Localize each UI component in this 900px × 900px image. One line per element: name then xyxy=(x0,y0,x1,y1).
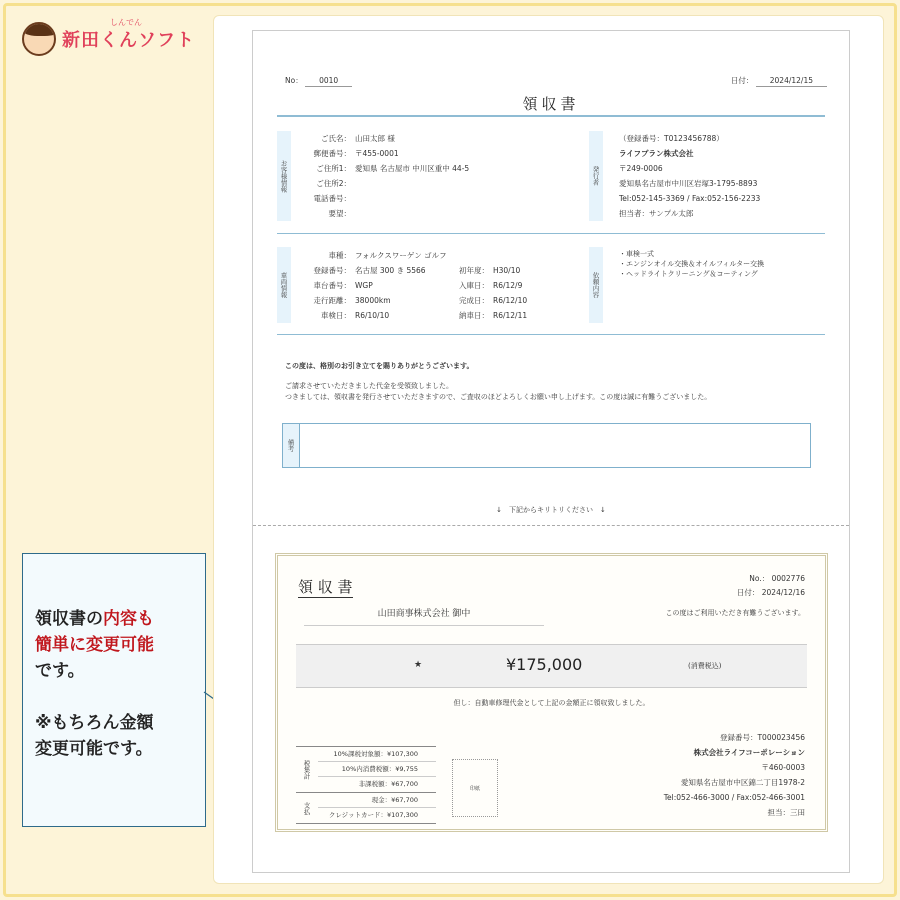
customer-row xyxy=(289,146,469,161)
slip-date: 2024/12/16 xyxy=(761,588,805,597)
slip-issuer-line: 担当：三田 xyxy=(767,808,805,817)
field-label: 登録番号： xyxy=(313,266,351,275)
field-label: 初年度： xyxy=(459,266,489,275)
tax-row: 非課税額：¥67,700 xyxy=(358,780,418,788)
field-label: 電話番号： xyxy=(313,194,351,203)
issuer-line: （登録番号：T0123456788） xyxy=(619,134,724,143)
vehicle-date-row xyxy=(443,278,527,293)
field-label: ご住所2： xyxy=(316,179,351,188)
proviso: 但し：自動車修理代金として上記の金額正に領収致しました。 xyxy=(453,699,650,707)
customer-tag: お客様情報 xyxy=(277,131,291,221)
vehicle-dates xyxy=(443,263,527,323)
vehicle-row xyxy=(289,308,447,323)
addressee: 山田商事株式会社 御中 xyxy=(304,606,544,626)
field-value: WGP xyxy=(355,281,373,290)
slip-issuer xyxy=(664,730,805,820)
remarks-tag: 備考 xyxy=(283,424,300,467)
field-value: R6/12/9 xyxy=(493,281,523,290)
issuer-line: 〒249-0006 xyxy=(619,164,663,173)
slip-meta: No.： 0002776 日付： 2024/12/16 xyxy=(736,574,805,597)
logo-text: 新田くんソフト xyxy=(62,30,195,51)
field-value: R6/12/10 xyxy=(493,296,528,305)
field-label: 要望： xyxy=(328,209,351,218)
remarks-field[interactable] xyxy=(282,423,811,468)
slip-title: 領 収 書 xyxy=(298,578,353,596)
vehicle-row xyxy=(289,278,447,293)
field-label: 納車日： xyxy=(459,311,489,320)
vehicle-row xyxy=(289,293,447,308)
slip-issuer-line: 愛知県名古屋市中区錦二丁目1978-2 xyxy=(680,778,805,787)
customer-row xyxy=(289,176,469,191)
payment-row: 現金：¥67,700 xyxy=(318,793,436,808)
issuer-tag: 発行者 xyxy=(589,131,603,221)
callout-highlight: 内容も xyxy=(103,609,154,629)
request-item: ・エンジンオイル交換＆オイルフィルター交換 xyxy=(619,260,765,268)
tax-row: 10%課税対象額：¥107,300 xyxy=(318,747,436,762)
customer-row xyxy=(289,191,469,206)
field-value: 〒455-0001 xyxy=(355,149,399,158)
request-tag: 依頼内容 xyxy=(589,247,603,323)
tax-included-note: (消費税込) xyxy=(688,662,722,670)
callout-text: ※もちろん金額 xyxy=(35,713,154,733)
field-label: ご氏名： xyxy=(321,134,351,143)
callout-text: 領収書の xyxy=(35,609,103,629)
request-item: ・車検一式 xyxy=(619,250,654,258)
tax-group-label: 税集計 xyxy=(302,759,311,780)
issuer-line: 担当者：サンプル太郎 xyxy=(619,209,694,218)
vehicle-date-row xyxy=(443,308,527,323)
logo-ruby: しんでん xyxy=(110,18,142,27)
field-label: 車台番号： xyxy=(313,281,351,290)
revenue-stamp-box: 印紙 xyxy=(452,759,498,817)
divider xyxy=(277,233,825,234)
field-label: 車検日： xyxy=(321,311,351,320)
brand-logo[interactable] xyxy=(22,18,195,56)
slip-no: 0002776 xyxy=(771,574,805,583)
vehicle-date-row xyxy=(443,263,527,278)
mascot-face-icon xyxy=(22,22,56,56)
field-value: H30/10 xyxy=(493,266,521,275)
slip-issuer-line: 株式会社ライフコーポレーション xyxy=(693,748,805,757)
field-label: 入庫日： xyxy=(459,281,489,290)
tax-summary-table xyxy=(296,746,436,824)
slip-issuer-line: Tel:052-466-3000 / Fax:052-466-3001 xyxy=(663,793,805,802)
vehicle-row xyxy=(289,263,447,278)
callout-text: 変更可能です。 xyxy=(35,739,153,759)
field-value: フォルクスワーゲン ゴルフ xyxy=(355,251,447,260)
vehicle-info xyxy=(289,248,447,323)
receipt-title: 領収書 xyxy=(522,95,580,113)
issuer-line: 愛知県名古屋市中川区岩塚3-1795-8893 xyxy=(619,179,758,188)
thanks-message: この度は、格別のお引き立てを賜りありがとうございます。 xyxy=(285,362,474,370)
field-value: R6/12/11 xyxy=(493,311,528,320)
field-value: 山田太郎 様 xyxy=(355,134,395,143)
customer-info xyxy=(289,131,469,221)
field-value: 38000km xyxy=(355,296,391,305)
divider xyxy=(277,334,825,335)
message-line: ご請求させていただきました代金を受領致しました。 xyxy=(285,382,453,390)
field-label: 走行距離： xyxy=(313,296,351,305)
issuer-info xyxy=(619,131,760,221)
field-label: 郵便番号： xyxy=(313,149,351,158)
star-icon: ★ xyxy=(414,660,423,670)
receipt-date: 日付： 2024/12/15 xyxy=(731,75,827,86)
vehicle-tag: 車両情報 xyxy=(277,247,291,323)
issuer-line: Tel:052-145-3369 / Fax:052-156-2233 xyxy=(619,194,761,203)
field-value: 名古屋 300 き 5566 xyxy=(355,266,426,275)
tax-row: 10%内消費税額：¥9,755 xyxy=(318,762,436,777)
field-value: R6/10/10 xyxy=(355,311,390,320)
issuer-line: ライフプラン株式会社 xyxy=(619,149,694,158)
total-amount: ¥175,000 xyxy=(506,655,583,674)
cut-line xyxy=(253,525,849,526)
customer-row xyxy=(289,161,469,176)
field-value: 愛知県 名古屋市 中川区重中 44-5 xyxy=(355,164,470,173)
pay-group-label: 支払 xyxy=(302,801,311,815)
divider xyxy=(277,115,825,117)
request-list xyxy=(619,249,764,279)
slip-issuer-line: 〒460-0003 xyxy=(761,763,805,772)
amount-band xyxy=(296,644,807,688)
field-label: ご住所1： xyxy=(316,164,351,173)
request-item: ・ヘッドライトクリーニング＆コーティング xyxy=(619,270,758,278)
callout-highlight: 簡単に変更可能 xyxy=(35,635,154,655)
payment-row: クレジットカード：¥107,300 xyxy=(328,811,418,819)
cut-line-label: ↓ 下記からキリトリください ↓ xyxy=(496,506,606,514)
message-line: つきましては、領収書を発行させていただきますので、ご査収のほどよろしくお願い申し上げます。この度は誠に有難うございました。 xyxy=(285,393,712,401)
feature-callout xyxy=(22,553,206,827)
vehicle-date-row xyxy=(443,293,527,308)
receipt-no: No： 0010 xyxy=(285,75,352,86)
callout-text: です。 xyxy=(35,661,85,681)
field-label: 車種： xyxy=(328,251,351,260)
slip-issuer-line: 登録番号：T000023456 xyxy=(719,733,805,742)
vehicle-row xyxy=(289,248,447,263)
slip-thanks: この度はご利用いただき有難うございます。 xyxy=(665,609,805,617)
field-label: 完成日： xyxy=(459,296,489,305)
customer-row xyxy=(289,206,469,221)
customer-row xyxy=(289,131,469,146)
receipt-slip xyxy=(275,553,828,832)
